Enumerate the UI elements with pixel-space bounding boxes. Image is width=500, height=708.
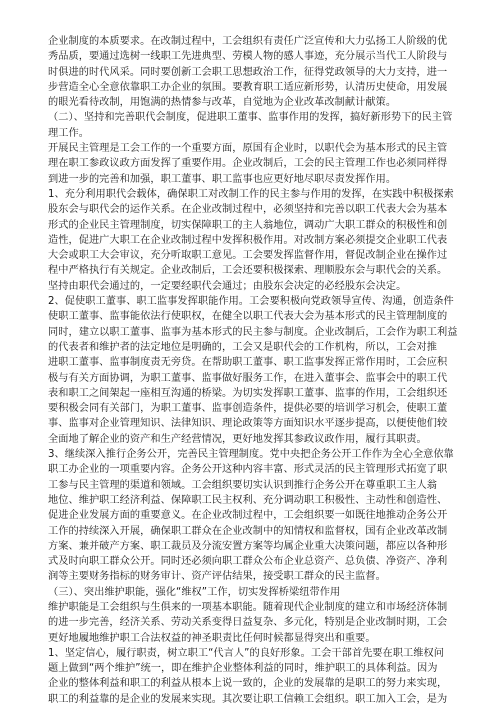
text-line: 1、充分利用职代会载体，确保职工对改制工作的民主参与作用的发挥，在实践中积极探索 bbox=[48, 188, 454, 200]
text-line: 式及时向职工群众公开。同时还必须向职工群众公布企业总资产、总负债、净资产、净利 bbox=[48, 556, 448, 568]
text-line: 开展民主管理是工会工作的一个重要方面，原国有企业时，以职代会为基本形式的民主管 bbox=[48, 143, 448, 155]
text-line: 方案、兼并破产方案、职工裁员及分流安置方案等均属企业重大决策问题，都应以各种形 bbox=[48, 540, 448, 552]
text-line: 维护职能是工会组织与生俱来的一项基本职能。随着现代企业制度的建立和市场经济体制 bbox=[48, 601, 448, 613]
text-line: 步营造全心全意依靠职工办企业的氛围。要教育职工适应新形势，认清历史使命，用发展 bbox=[48, 81, 448, 93]
section-heading: （三）、突出维护职能，强化“维权”工作，切实发挥桥梁纽带作用 bbox=[48, 586, 341, 598]
text-line: 工作的持续深入开展，确保职工群众在企业改制中的知情权和监督权，国有企业改革改制 bbox=[48, 525, 448, 537]
text-line: 极与有关方面协调，为职工董事、监事做好服务工作，在进入董事会、监事会中的职工代 bbox=[48, 372, 448, 384]
text-line: 职工办企业的一项重要内容。企务公开这种内容丰富、形式灵活的民主管理形式拓宽了职 bbox=[48, 464, 448, 476]
text-line: 职工的利益靠的是企业的发展来实现。其次要让职工信赖工会组织。职工加入工会，是为 bbox=[48, 693, 448, 705]
text-line: 进职工董事、监事制度责无旁贷。在帮助职工董事、职工监事发挥正常作用时，工会应积 bbox=[48, 357, 448, 369]
text-line: 同时，建立以职工董事、监事为基本形式的民主参与制度。企业改制后，工会作为职工利益 bbox=[48, 326, 458, 338]
text-line: 时俱进的时代风采。同时要创新工会职工思想政治工作，征得党政领导的大力支持，进一 bbox=[48, 66, 448, 78]
text-line: 事、监事对企业管理知识、法律知识、理论政策等方面知识水平逐步提高，以便使他们较 bbox=[48, 418, 448, 430]
text-line: 地位、维护职工经济利益、保障职工民主权利、充分调动职工积极性、主动性和创造性、 bbox=[48, 494, 448, 506]
text-line: 企业制度的本质要求。在改制过程中，工会组织有责任广泛宣传和大力弘扬工人阶级的优 bbox=[48, 36, 448, 47]
text-line: 企业的整体利益和职工的利益从根本上说一致的，企业的发展靠的是职工的努力来实现， bbox=[48, 678, 448, 690]
text-line: 的代表者和维护者的法定地位是明确的，工会又是职代会的工作机构，所以，工会对推 bbox=[48, 341, 438, 353]
text-line: 更好地履地维护职工合法权益的神圣职责比任何时候都显得突出和重要。 bbox=[48, 632, 376, 644]
text-line: 2、促使职工董事、职工监事发挥职能作用。工会要积极向党政领导宣传、沟通，创造条件 bbox=[48, 296, 454, 308]
text-line: 促进企业发展方面的重要意义。在企业改制过程中，工会组织要一如既往地推动企务公开 bbox=[48, 510, 448, 522]
text-line: 使职工董事、监事能依法行使职权，在健全以职工代表大会为基本形式的民主管理制度的 bbox=[48, 311, 448, 323]
text-line: 股东会与职代会的运作关系。在企业改制过程中，必须坚持和完善以职工代表大会为基本 bbox=[48, 204, 448, 216]
text-line: 要积极会同有关部门，为职工董事、监事创造条件，提供必要的培训学习机会，使职工董 bbox=[48, 403, 448, 415]
text-line: 的进一步完善，经济关系、劳动关系变得日益复杂、多元化，特别是企业改制时期，工会 bbox=[48, 617, 448, 629]
text-line: 1、坚定信心，履行职责，树立职工“代言人”的良好形象。工会干部首先要在职工维权问 bbox=[48, 647, 444, 659]
text-line: 工参与民主管理的渠道和领域。工会组织要切实认识到推行企务公开在尊重职工主人翁 bbox=[48, 479, 438, 491]
text-line: 的眼光看待改制，用饱满的热情参与改革，自觉地为企业改革改制献计献策。 bbox=[48, 97, 397, 109]
text-line: 形式的企业民主管理制度，切实保障职工的主人翁地位，调动广大职工群众的积极性和创 bbox=[48, 219, 448, 231]
section-heading: （二）、坚持和完善职代会制度，促进职工董事、监事作用的发挥，搞好新形势下的民主管 bbox=[48, 112, 453, 124]
text-line: 理在职工参政议政方面发挥了重要作用。企业改制后，工会的民主管理工作也必须同样得 bbox=[48, 158, 448, 170]
text-line: 秀品质，要通过选树一线职工先进典型、劳模人物的感人事迹，充分展示当代工人阶段与 bbox=[48, 51, 448, 63]
text-line: 到进一步的完善和加强，职工董事、职工监事也应更好地尽职尽责发挥作用。 bbox=[48, 173, 397, 185]
document-body bbox=[48, 34, 460, 707]
text-line: 大会或职工大会审议，充分听取职工意见。工会要发挥监督作用，督促改制企业在操作过 bbox=[48, 250, 448, 262]
text-line: 全面地了解企业的资产和生产经营情况，更好地发挥其参政议政作用，履行其职责。 bbox=[48, 433, 427, 445]
text-line: 造性，促进广大职工在企业改制过程中发挥积极作用。对改制方案必须提交企业职工代表 bbox=[48, 234, 448, 246]
text-line: 表和职工之间架起一座相互沟通的桥梁。为切实发挥职工董事、监事的作用，工会组织还 bbox=[48, 387, 448, 399]
section-heading: 理工作。 bbox=[48, 127, 89, 139]
text-line: 3、继续深入推行企务公开，完善民主管理制度。党中央把企务公开工作作为全心全意依靠 bbox=[48, 449, 454, 461]
text-line: 程中严格执行有关规定。企业改制后，工会还要积极探索、理顺股东会与职代会的关系。 bbox=[48, 265, 448, 277]
text-line: 题上做到“两个维护”统一，即在维护企业整体利益的同时，维护职工的具体利益。因为 bbox=[48, 663, 438, 675]
text-line: 坚持由职代会通过的，一定要经职代会通过；由股东会决定的必经股东会决定。 bbox=[48, 280, 407, 292]
text-line: 润等主要财务指标的财务审计、资产评估结果，接受职工群众的民主监督。 bbox=[48, 571, 386, 583]
